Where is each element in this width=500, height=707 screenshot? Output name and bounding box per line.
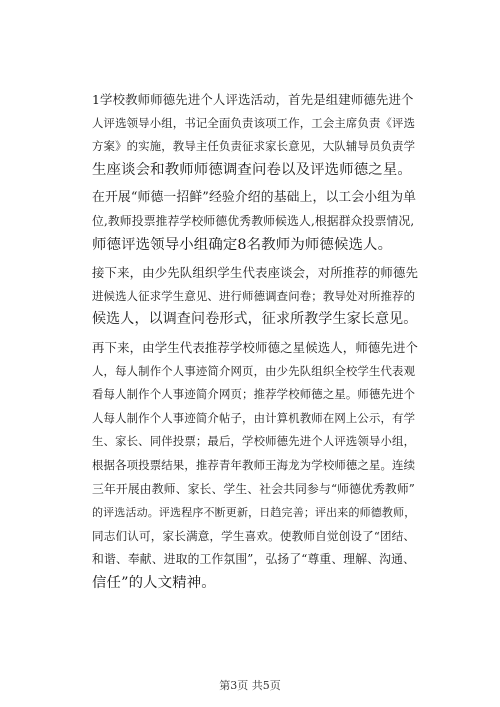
text-line: 在开展“师德一招鲜”经验介绍的基础上，以工会小组为单: [92, 190, 417, 206]
paragraph-2: [92, 186, 418, 257]
text-line: 进候选人征求学生意见、进行师德调查问卷；教导处对所推荐的: [92, 288, 416, 303]
paragraph-4: [92, 336, 418, 596]
text-line: 人每人制作个人事迹简介帖子，由计算机教师在网上公示，有学: [92, 410, 416, 425]
text-line: 1学校教师师德先进个人评选活动，首先是组建师德先进个: [92, 92, 414, 107]
text-line: 人评选领导小组，书记全面负责该项工作，工会主席负责《评选: [92, 115, 416, 130]
text-line: 和谐、奉献、进取的工作氛围”，弘扬了“尊重、理解、沟通、: [92, 552, 415, 567]
text-line: 信任”的人文精神。: [92, 574, 216, 591]
text-line: 生座谈会和教师师德调查问卷以及评选师德之星。: [92, 161, 412, 178]
document-body: [92, 88, 418, 599]
text-line: 人，每人制作个人事迹简介网页，由少先队组织全校学生代表观: [92, 363, 416, 378]
text-line: 方案》的实施，教导主任负责征求家长意见，大队辅导员负责学: [92, 139, 416, 154]
text-line: 再下来，由学生代表推荐学校师德之星候选人，师德先进个: [92, 339, 419, 355]
text-line: 生、家长、同伴投票；最后，学校师德先进个人评选领导小组，: [92, 434, 416, 449]
text-line: 看每人制作个人事迹简介网页；推荐学校师德之星。师德先进个: [92, 387, 416, 402]
paragraph-3: [92, 261, 418, 332]
text-line: 根据各项投票结果，推荐青年教师王海龙为学校师德之星。连续: [92, 457, 416, 472]
text-line: 三年开展由教师、家长、学生、社会共同参与“师德优秀教师”: [92, 481, 415, 496]
text-line: 候选人，以调查问卷形式，征求所教学生家长意见。: [92, 311, 418, 328]
text-line: 的评选活动。评选程序不断更新，日趋完善；评出来的师德教师，: [92, 506, 416, 520]
page-number-footer: 第3页 共5页: [219, 679, 281, 692]
text-line: 接下来，由少先队组织学生代表座谈会，对所推荐的师德先: [92, 265, 419, 281]
text-line: 师德评选领导小组确定8名教师为师德候选人。: [92, 236, 393, 253]
paragraph-1: [92, 88, 418, 182]
text-line: 位,教师投票推荐学校师德优秀教师候选人,根据群众投票情况,: [92, 213, 415, 228]
text-line: 同志们认可，家长满意，学生喜欢。使教师自觉创设了“团结、: [92, 528, 416, 543]
